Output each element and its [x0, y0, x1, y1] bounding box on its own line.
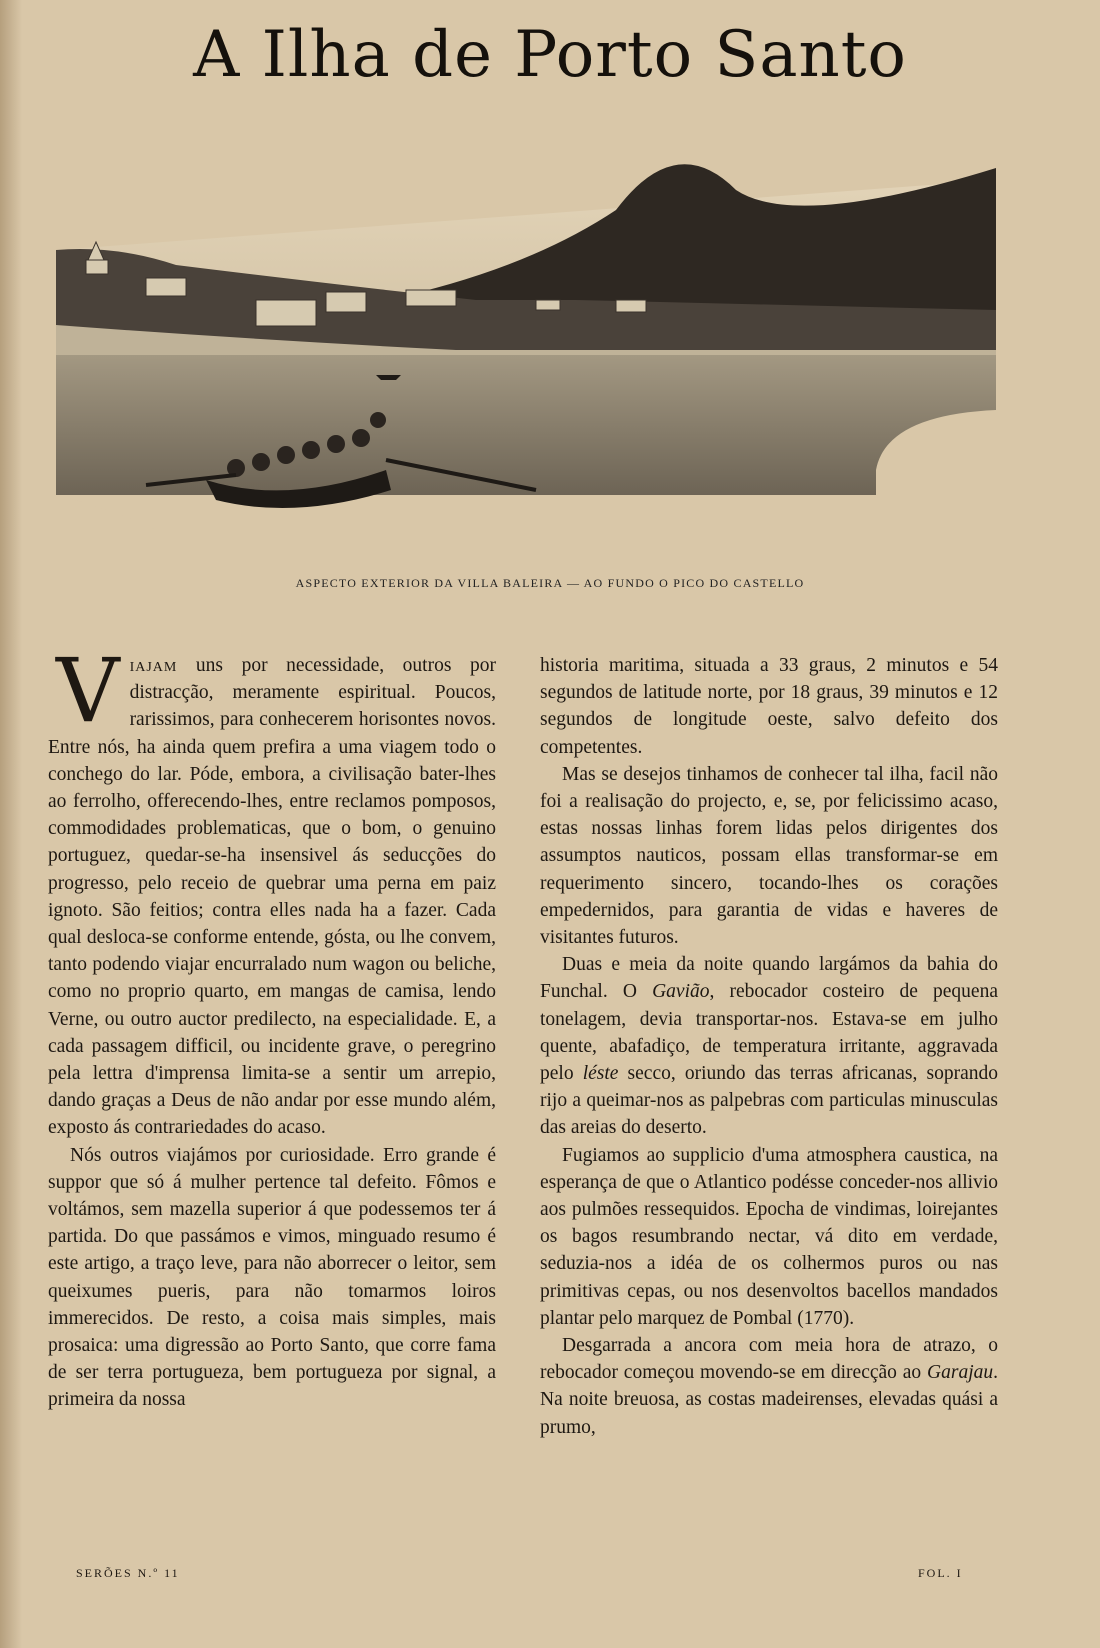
article-paragraph — [540, 951, 998, 1141]
ship-name: Gavião — [652, 981, 710, 1003]
article-column-left — [48, 639, 496, 1414]
paragraph-text: , rebocador costeiro de pequena tonelagem, devia transportar-nos. Estava-se em julho quente, abafadiço, de temperatura irritante, aggravada pelo — [540, 981, 998, 1085]
footer-folio: FOL. I — [918, 1566, 963, 1580]
article-paragraph — [48, 639, 496, 1142]
article-paragraph: Nós outros viajámos por curiosidade. Erro grande é suppor que só á mulher pertence tal defeito. Fômos e voltámos, sem mazella superior á que podessemos ter á partida. Do que passámos e vimos, minguado resumo é este artigo, a traço leve, para não aborrecer o leitor, sem queixumes pueris, para não tomarmos loiros immerecidos. De resto, a coisa mais simples, mais prosaica: uma digressão ao Porto Santo, que corre fama de ser terra portugueza, bem portugueza por signal, a primeira da nossa — [48, 1144, 496, 1411]
article-paragraph: historia maritima, situada a 33 graus, 2 minutos e 54 segundos de latitude norte, por 18 graus, 39 minutos e 12 segundos de longitude oeste, salvo defeito dos competentes. — [540, 655, 998, 758]
page-title: A Ilha de Porto Santo — [193, 18, 907, 92]
article-paragraph: Mas se desejos tinhamos de conhecer tal ilha, facil não foi a realisação do projecto, e, se, por felicissimo acaso, estas nossas linhas forem lidas pelos dirigentes dos assumptos nauticos, possam ellas transformar-se em requerimento sincero, tocando-lhes os corações empedernidos, para garantia de vidas e haveres de visitantes futuros. — [540, 763, 998, 949]
article-paragraph: Fugiamos ao supplicio d'uma atmosphera caustica, na esperança de que o Atlantico podésse conceder-nos allivio aos pulmões ressequidos. Epocha de vindimas, loirejantes os bagos resumbrando nectar, vá dito em verdade, seduzia-nos a idéa de os colhermos puros ou nas primitivas cepas, ou nos desenvoltos bacellos mandados plantar pelo marquez de Pombal (1770). — [540, 1144, 998, 1329]
footer-issue: SERÕES N.º 11 — [76, 1566, 180, 1580]
paragraph-text: Duas e meia da noite quando largámos da bahia do Funchal. O — [540, 954, 998, 1003]
article-paragraph — [540, 1332, 998, 1441]
page-binding-shadow — [0, 0, 22, 1648]
paragraph-text: . Na noite breuosa, as costas madeirenses, elevadas quási a prumo, — [540, 1362, 998, 1438]
photo-caption: ASPECTO EXTERIOR DA VILLA BALEIRA — AO FUNDO O PICO DO CASTELLO — [295, 576, 805, 590]
wind-name: léste — [582, 1063, 619, 1085]
place-name: Garajau — [927, 1362, 994, 1384]
article-column-right — [540, 652, 998, 1441]
photo-lower-vignette — [56, 495, 156, 530]
paragraph-text: Desgarrada a ancora com meia hora de atrazo, o rebocador começou movendo-se em direcção ao — [540, 1335, 998, 1384]
paragraph-text: secco, oriundo das terras africanas, soprando rijo a queimar-nos as palpebras com particulas minusculas das areias do deserto. — [540, 1063, 998, 1139]
drop-cap: V — [56, 639, 120, 742]
harbour-photograph — [56, 150, 996, 550]
paragraph-text: uns por necessidade, outros por distracção, meramente espiritual. Poucos, rarissimos, para conhecerem horisontes novos. Entre nós, ha ainda quem prefira a uma viagem todo o conchego do lar. Póde, embora, a civilisação bater-lhes ao ferrolho, offerecendo-lhes, entre reclamos pomposos, commodidades problematicas, que o bom, o genuino portuguez, quedar-se-ha insensivel ás seducções do progresso, pelo receio de quebrar uma perna em paiz ignoto. São feitios; contra elles nada ha a fazer. Cada qual desloca-se conforme entende, gósta, ou lhe convem, tanto podendo viajar encurralado num wagon ou beliche, como no proprio quarto, em mangas de camisa, lendo Verne, ou outro auctor predilecto, na especialidade. E, a cada passagem difficil, ou incidente grave, o peregrino pela lettra d'imprensa limita-se a sentir um arrepio, dando graças a Deus de não andar por esse mundo além, exposto ás contrariedades do acaso. — [48, 655, 496, 1139]
sea-water — [56, 355, 996, 495]
lead-word: iajam — [129, 655, 178, 676]
